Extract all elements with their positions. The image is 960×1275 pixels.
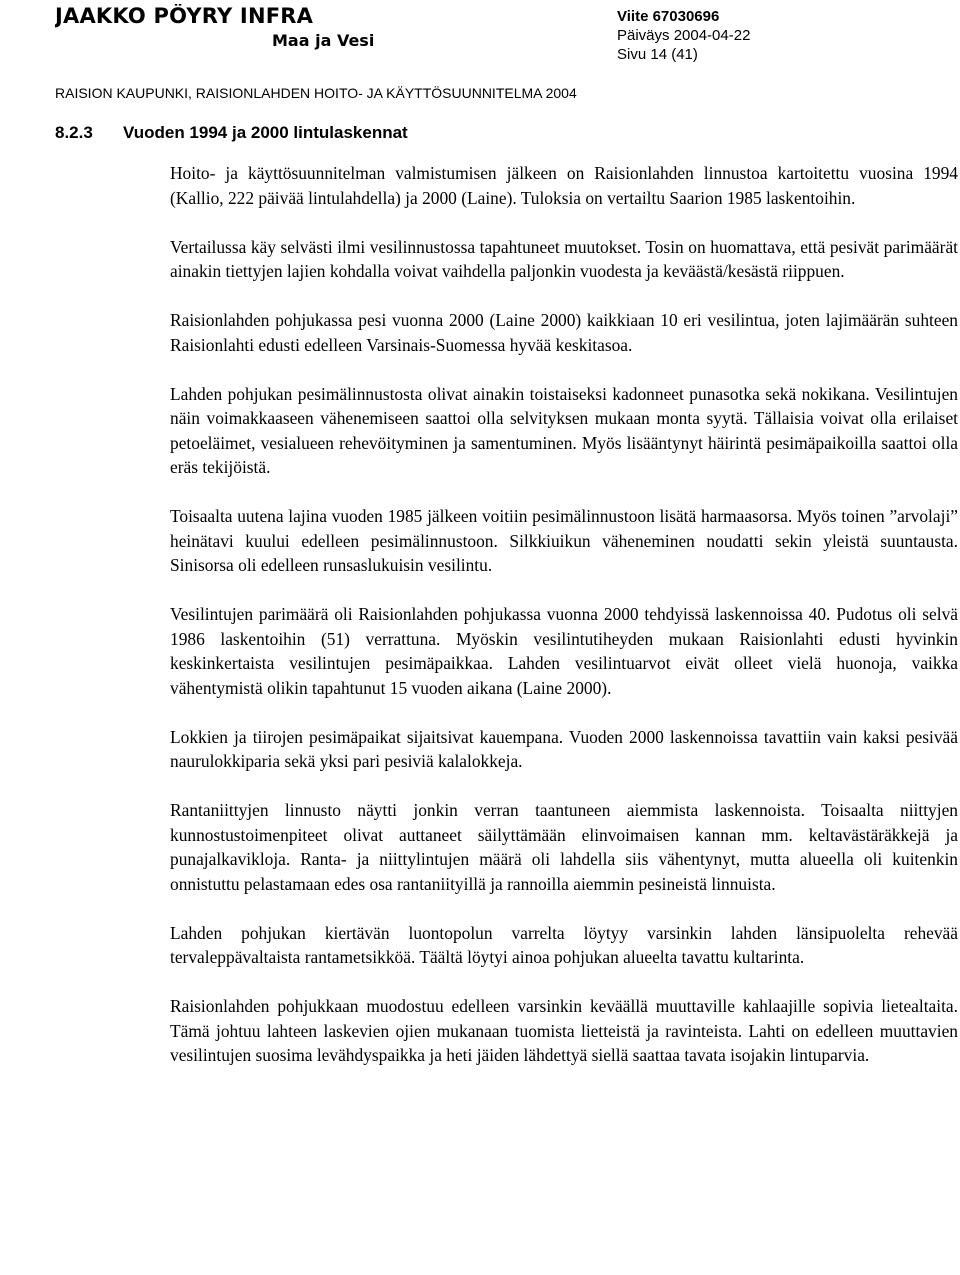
paragraph: Vertailussa käy selvästi ilmi vesilinnustossa tapahtuneet muutokset. Tosin on huomattava, että pesivät parimäärät ainakin tiettyjen lajien kohdalla voivat vaihdella paljonkin vuodesta ja keväästä/kesästä riippuen. (170, 236, 958, 281)
page-number: Sivu 14 (41) (617, 46, 698, 63)
paragraph: Lokkien ja tiirojen pesimäpaikat sijaitsivat kauempana. Vuoden 2000 laskennoissa tavattiin vain kaksi pesivää naurulokkiparia sekä yksi pari pesiviä kalalokkeja. (170, 726, 958, 771)
document-date: Päiväys 2004-04-22 (617, 27, 751, 44)
company-logo (55, 4, 377, 50)
running-title: RAISION KAUPUNKI, RAISIONLAHDEN HOITO- JA KÄYTTÖSUUNNITELMA 2004 (55, 85, 577, 101)
document-meta (617, 7, 750, 64)
paragraph: Lahden pohjukan kiertävän luontopolun varrelta löytyy varsinkin lahden länsipuolelta rehevää tervaleppävaltaista rantametsikköä. Täältä löytyi ainoa pohjukan alueelta tavattu kultarinta. (170, 922, 958, 967)
body-text (170, 161, 958, 1092)
section-heading (55, 122, 408, 144)
paragraph: Toisaalta uutena lajina vuoden 1985 jälkeen voitiin pesimälinnustoon lisätä harmaasorsa. Myös toinen ”arvolaji” heinätavi kuului edelleen pesimälinnustoon. Silkkiuikun väheneminen noudatti sekin yleistä suuntausta. Sinisorsa oli edelleen runsaslukuisin vesilintu. (170, 506, 958, 575)
paragraph: Raisionlahden pohjukassa pesi vuonna 2000 (Laine 2000) kaikkiaan 10 eri vesilintua, joten lajimäärän suhteen Raisionlahti edusti edelleen Varsinais-Suomessa hyvää keskitasoa. (170, 310, 958, 355)
paragraph: Rantaniittyjen linnusto näytti jonkin verran taantuneen aiemmista laskennoista. Toisaalta niittyjen kunnostustoimenpiteet olivat auttaneet säilyttämään elinvoimaisen kannan mm. keltavästäräkkejä ja punajalkavikloja. Ranta- ja niittylintujen määrä oli lahdella siis vähentynyt, mutta alueella oli kuitenkin onnistuttu pelastamaan edes osa rantaniityillä ja rannoilla aiemmin pesineistä linnuista. (170, 800, 958, 894)
section-title: Vuoden 1994 ja 2000 lintulaskennat (123, 123, 408, 142)
paragraph: Hoito- ja käyttösuunnitelman valmistumisen jälkeen on Raisionlahden linnustoa kartoitettu vuosina 1994 (Kallio, 222 päivää lintulahdella) ja 2000 (Laine). Tuloksia on vertailtu Saarion 1985 laskentoihin. (170, 163, 958, 208)
paragraph: Vesilintujen parimäärä oli Raisionlahden pohjukassa vuonna 2000 tehdyissä laskennoissa 40. Pudotus oli selvä 1986 laskentoihin (51) verrattuna. Myöskin vesilintutiheyden mukaan Raisionlahti edusti hyvinkin keskinkertaista vesilintujen pesimäpaikkaa. Lahden vesilintuarvot eivät olleet vielä huonoja, vaikka vähentymistä olikin tapahtunut 15 vuoden aikana (Laine 2000). (170, 604, 958, 698)
section-number: 8.2.3 (55, 123, 93, 142)
paragraph: Lahden pohjukan pesimälinnustosta olivat ainakin toistaiseksi kadonneet punasotka sekä nokikana. Vesilintujen näin voimakkaaseen vähenemiseen saattoi olla selvityksen mukaan monta syytä. Tällaisia voivat olla erilaiset petoeläimet, vesialueen rehevöityminen ja samentuminen. Myös lisääntynyt häirintä pesimäpaikoilla saattoi olla eräs tekijöistä. (170, 383, 958, 477)
paragraph: Raisionlahden pohjukkaan muodostuu edelleen varsinkin keväällä muuttaville kahlaajille sopivia lietealtaita. Tämä johtuu lahteen laskevien ojien mukanaan tuomista lietteistä ja ravinteista. Lahti on edelleen muuttavien vesilintujen suosima levähdyspaikka ja heti jäiden lähdettyä siellä saattaa tavata isojakin lintuparvia. (170, 996, 958, 1065)
logo-division-name: Maa ja Vesi (272, 31, 375, 50)
logo-company-name: JAAKKO PÖYRY INFRA (55, 4, 314, 28)
document-reference: Viite 67030696 (617, 8, 720, 25)
